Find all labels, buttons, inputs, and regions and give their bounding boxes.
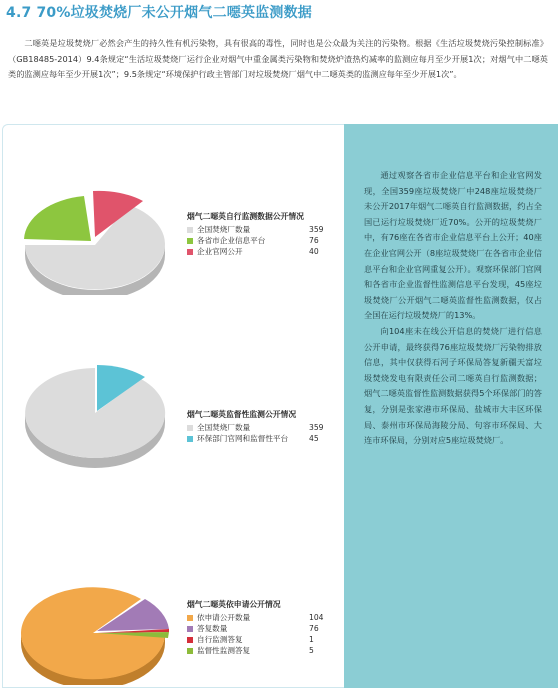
legend-item xyxy=(187,224,324,235)
legend-label: 企业官网公开 xyxy=(197,247,243,256)
legend-chart-1 xyxy=(187,211,324,257)
findings-paragraph-2: 向104座未在线公开信息的焚烧厂进行信息公开申请，最终获得76座垃圾焚烧厂污染物排放信息，其中仅获得石河子环保局答复新疆天富垃圾焚烧发电有限责任公司二噁英自行监测数据；烟气二噁英监督性监测数据获得5个环保部门的答复，分别是张家港市环保局、盐城市大丰区环保局、泰州市环保局海陵分局、句容市环保局、大连市环保局，分别对应5座垃圾焚烧厂。 xyxy=(364,325,542,446)
legend-value: 104 xyxy=(309,613,324,622)
swatch xyxy=(187,648,193,654)
legend-value: 76 xyxy=(309,624,319,633)
legend-item xyxy=(187,246,324,257)
legend-item xyxy=(187,634,324,645)
legend-item xyxy=(187,612,324,623)
legend-value: 76 xyxy=(309,236,319,245)
legend-item xyxy=(187,623,324,634)
charts-panel xyxy=(2,124,344,688)
legend-title: 烟气二噁英监督性监测公开情况 xyxy=(187,410,297,419)
legend-value: 40 xyxy=(309,247,319,256)
intro-paragraph: 二噁英是垃圾焚烧厂必然会产生的持久性有机污染物，具有很高的毒性，同时也是公众最为关注的污染物。根据《生活垃圾焚烧污染控制标准》（GB18485-2014）9.4条规定“生活垃圾焚烧厂运行企业对烟气中重金属类污染物和焚烧炉渣热灼减率的监测应每月至少开展1次；对烟气中二噁英类的监测应每年至少开展1次”；9.5条规定“环境保护行政主管部门对垃圾焚烧厂烟气中二噁英类的监测应每年至少开展1次”。 xyxy=(8,38,548,79)
legend-value: 5 xyxy=(309,646,314,655)
legend-title: 烟气二噁英依申请公开情况 xyxy=(187,600,281,609)
legend-label: 全国焚烧厂数量 xyxy=(197,225,251,234)
legend-label: 环保部门官网和监督性平台 xyxy=(197,434,289,443)
legend-item xyxy=(187,433,324,444)
legend-label: 全国焚烧厂数量 xyxy=(197,423,251,432)
legend-label: 依申请公开数量 xyxy=(197,613,251,622)
legend-item xyxy=(187,422,324,433)
legend-label: 监督性监测答复 xyxy=(197,646,251,655)
legend-value: 359 xyxy=(309,225,324,234)
slice-national-plants xyxy=(25,368,165,458)
legend-value: 45 xyxy=(309,434,319,443)
legend-label: 自行监测答复 xyxy=(197,635,243,644)
pie-chart-self-monitoring xyxy=(17,175,177,295)
section-heading: 4.7 70%垃圾焚烧厂未公开烟气二噁英监测数据 xyxy=(6,5,312,21)
swatch xyxy=(187,637,193,643)
pie-chart-application xyxy=(13,565,173,685)
legend-chart-3 xyxy=(187,599,324,656)
content-panel xyxy=(0,124,558,688)
slice-provincial-platform xyxy=(24,196,91,241)
legend-item xyxy=(187,235,324,246)
swatch xyxy=(187,425,193,431)
legend-value: 359 xyxy=(309,423,324,432)
findings-sidebar xyxy=(344,124,558,688)
swatch xyxy=(187,227,193,233)
swatch xyxy=(187,626,193,632)
pie-chart-supervisory xyxy=(17,353,177,473)
legend-label: 答复数量 xyxy=(197,624,228,633)
findings-paragraph-1: 通过观察各省市企业信息平台和企业官网发现，全国359座垃圾焚烧厂中248座垃圾焚烧厂未公开2017年烟气二噁英自行监测数据，约占全国已运行垃圾焚烧厂近70%。公开的垃圾焚烧厂中，有76座在各省市企业信息平台上公开；40座在企业官网公开（8座垃圾焚烧厂在各省市企业信息平台和企业官网重复公开）。观察环保部门官网和各省市企业监督性监测信息平台发现，45座垃圾焚烧厂公开烟气二噁英监督性监测数据，仅占全国在运行垃圾焚烧厂的13%。 xyxy=(364,170,542,321)
findings-text xyxy=(364,168,542,449)
legend-title: 烟气二噁英自行监测数据公开情况 xyxy=(187,212,304,221)
swatch xyxy=(187,615,193,621)
legend-value: 1 xyxy=(309,635,314,644)
swatch xyxy=(187,436,193,442)
legend-label: 各省市企业信息平台 xyxy=(197,236,266,245)
legend-chart-2 xyxy=(187,409,324,444)
legend-item xyxy=(187,645,324,656)
swatch xyxy=(187,249,193,255)
swatch xyxy=(187,238,193,244)
